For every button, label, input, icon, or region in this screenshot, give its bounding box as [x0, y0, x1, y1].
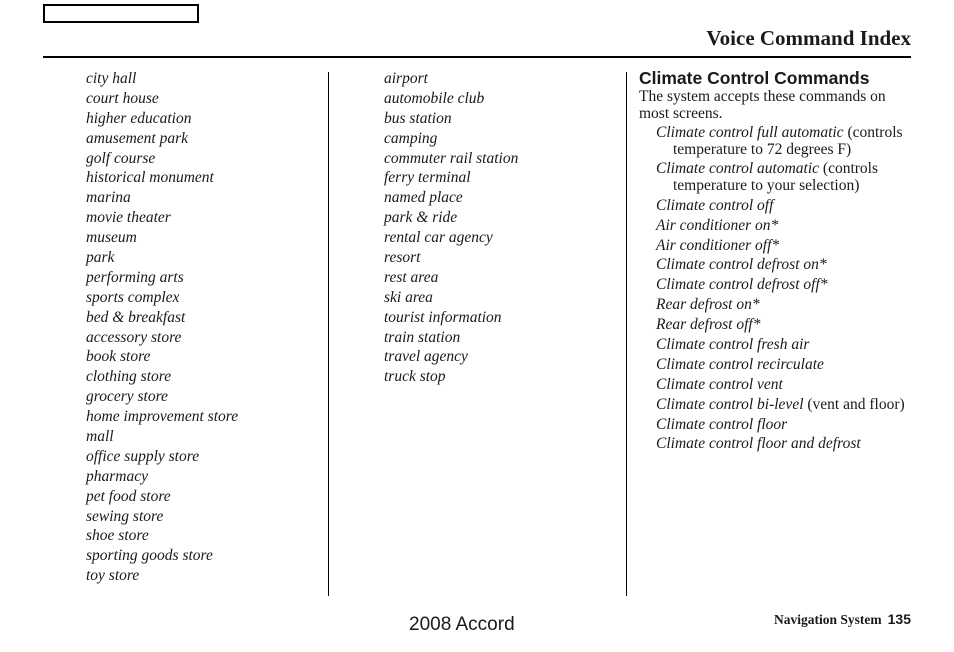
- list-item: mall: [86, 428, 114, 446]
- list-item: golf course: [86, 149, 156, 167]
- command-item: [639, 198, 913, 215]
- command-item: [639, 357, 913, 374]
- list-item: tourist information: [384, 308, 502, 326]
- climate-control-section: [639, 68, 919, 456]
- command-text: Climate control defrost on*: [656, 256, 827, 274]
- list-item: named place: [384, 189, 463, 207]
- list-item: resort: [384, 249, 421, 267]
- place-list-column-1: [86, 69, 238, 586]
- list-item: performing arts: [86, 268, 184, 286]
- model-label: 2008 Accord: [409, 614, 515, 635]
- command-note: (controls temperature to 72 degrees F): [673, 124, 903, 158]
- list-item: park: [86, 249, 115, 267]
- column-divider: [328, 72, 329, 596]
- list-item: train station: [384, 328, 461, 346]
- list-item: home improvement store: [86, 408, 239, 426]
- command-text: Climate control floor: [656, 415, 788, 433]
- command-item: [639, 238, 913, 255]
- list-item: bed & breakfast: [86, 308, 186, 326]
- command-item: [639, 161, 913, 194]
- list-item: accessory store: [86, 328, 182, 346]
- section-heading: Climate Control Commands: [639, 68, 870, 88]
- command-item: [639, 397, 913, 414]
- list-item: grocery store: [86, 388, 168, 406]
- list-item: rest area: [384, 268, 439, 286]
- page-number: 135: [887, 611, 911, 627]
- list-item: office supply store: [86, 447, 200, 465]
- list-item: automobile club: [384, 89, 485, 107]
- command-item: [639, 277, 913, 294]
- command-item: [639, 257, 913, 274]
- list-item: sporting goods store: [86, 547, 213, 565]
- command-text: Climate control floor and defrost: [656, 435, 861, 453]
- header-tab-box: [43, 4, 199, 23]
- command-text: Air conditioner off*: [656, 236, 780, 254]
- list-item: city hall: [86, 70, 137, 87]
- command-item: [639, 417, 913, 434]
- command-text: Climate control fresh air: [656, 336, 810, 354]
- list-item: toy store: [86, 567, 140, 585]
- list-item: shoe store: [86, 527, 149, 545]
- command-note: (vent and floor): [807, 395, 905, 413]
- place-list-column-2: [384, 69, 518, 387]
- command-note: (controls temperature to your selection): [673, 160, 879, 194]
- list-item: travel agency: [384, 348, 468, 366]
- header-rule: [43, 56, 911, 58]
- command-text: Air conditioner on*: [656, 216, 779, 234]
- command-item: [639, 218, 913, 235]
- command-text: Climate control bi-level: [656, 395, 804, 413]
- list-item: park & ride: [384, 209, 458, 227]
- command-text: Rear defrost off*: [656, 316, 761, 334]
- command-text: Climate control automatic: [656, 160, 820, 178]
- command-text: Rear defrost on*: [656, 296, 760, 314]
- list-item: book store: [86, 348, 151, 366]
- command-text: Climate control defrost off*: [656, 276, 828, 294]
- command-item: [639, 297, 913, 314]
- section-name: Navigation System: [774, 612, 882, 627]
- list-item: camping: [384, 129, 438, 147]
- footer-page-info: [774, 611, 911, 628]
- list-item: bus station: [384, 109, 452, 127]
- list-item: sports complex: [86, 288, 180, 306]
- list-item: pharmacy: [86, 467, 148, 485]
- list-item: airport: [384, 70, 428, 87]
- command-item: [639, 337, 913, 354]
- list-item: higher education: [86, 109, 192, 127]
- command-item: [639, 125, 913, 158]
- section-intro: The system accepts these commands on most screens.: [639, 88, 886, 122]
- list-item: sewing store: [86, 507, 164, 525]
- list-item: ski area: [384, 288, 433, 306]
- command-text: Climate control off: [656, 196, 774, 214]
- list-item: rental car agency: [384, 229, 493, 247]
- list-item: court house: [86, 89, 159, 107]
- list-item: pet food store: [86, 487, 171, 505]
- list-item: truck stop: [384, 368, 446, 386]
- list-item: ferry terminal: [384, 169, 471, 187]
- column-divider: [626, 72, 627, 596]
- command-text: Climate control recirculate: [656, 355, 824, 373]
- list-item: amusement park: [86, 129, 189, 147]
- list-item: commuter rail station: [384, 149, 519, 167]
- list-item: movie theater: [86, 209, 171, 227]
- list-item: historical monument: [86, 169, 214, 187]
- list-item: museum: [86, 229, 137, 247]
- command-text: Climate control full automatic: [656, 124, 844, 141]
- command-item: [639, 317, 913, 334]
- list-item: marina: [86, 189, 131, 207]
- page-title: Voice Command Index: [706, 26, 911, 50]
- command-text: Climate control vent: [656, 375, 783, 393]
- command-item: [639, 377, 913, 394]
- list-item: clothing store: [86, 368, 172, 386]
- command-list: [639, 125, 919, 453]
- command-item: [639, 436, 913, 453]
